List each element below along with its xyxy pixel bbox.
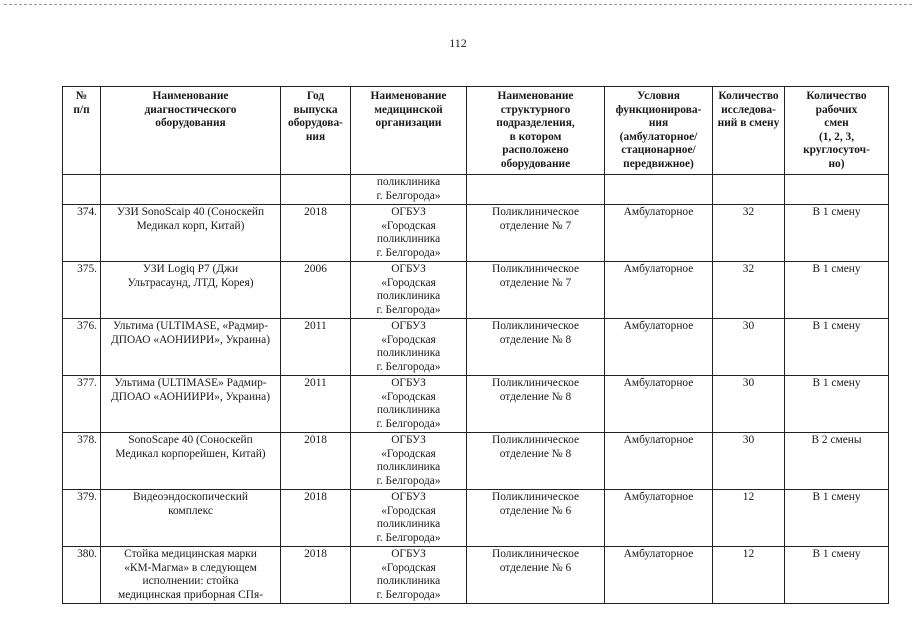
cell-conditions: Амбулаторное: [605, 376, 713, 433]
table-row: [63, 319, 889, 376]
header-studies: Количество исследова- ний в смену: [713, 87, 785, 175]
equipment-table: [62, 86, 889, 604]
header-organization: Наименование медицинской организации: [351, 87, 467, 175]
table-row: [63, 376, 889, 433]
cell-conditions: Амбулаторное: [605, 490, 713, 547]
cell-conditions: [605, 175, 713, 205]
cell-department: Поликлиническое отделение № 8: [467, 376, 605, 433]
cell-department: [467, 175, 605, 205]
table-row: [63, 490, 889, 547]
continuation-row: [63, 175, 889, 205]
cell-studies: [713, 175, 785, 205]
cell-organization: поликлиника г. Белгорода»: [351, 175, 467, 205]
cell-department: Поликлиническое отделение № 8: [467, 433, 605, 490]
cell-year: 2006: [281, 262, 351, 319]
cell-organization: ОГБУЗ «Городская поликлиника г. Белгорода»: [351, 262, 467, 319]
cell-studies: 30: [713, 433, 785, 490]
cell-shifts: В 1 смену: [785, 547, 889, 604]
table-row: [63, 433, 889, 490]
cell-num: 376.: [63, 319, 101, 376]
cell-studies: 30: [713, 319, 785, 376]
cell-year: 2011: [281, 376, 351, 433]
cell-equipment: Видеоэндоскопический комплекс: [101, 490, 281, 547]
cell-equipment: SonoScape 40 (Соноскейп Медикал корпорейшен, Китай): [101, 433, 281, 490]
cell-num: [63, 175, 101, 205]
header-num: № п/п: [63, 87, 101, 175]
cell-num: 374.: [63, 205, 101, 262]
page-top-edge-rule: [4, 4, 912, 5]
cell-conditions: Амбулаторное: [605, 262, 713, 319]
table-row: [63, 547, 889, 604]
cell-shifts: [785, 175, 889, 205]
cell-organization: ОГБУЗ «Городская поликлиника г. Белгорода»: [351, 547, 467, 604]
header-year: Год выпуска оборудова- ния: [281, 87, 351, 175]
cell-year: 2018: [281, 205, 351, 262]
cell-year: 2018: [281, 490, 351, 547]
cell-organization: ОГБУЗ «Городская поликлиника г. Белгорода»: [351, 319, 467, 376]
cell-equipment: Ультима (ULTIMASE» Радмир- ДПОАО «АОНИИРИ», Украина): [101, 376, 281, 433]
cell-num: 375.: [63, 262, 101, 319]
table-row: [63, 205, 889, 262]
cell-num: 378.: [63, 433, 101, 490]
cell-studies: 12: [713, 490, 785, 547]
cell-year: [281, 175, 351, 205]
cell-shifts: В 1 смену: [785, 490, 889, 547]
cell-organization: ОГБУЗ «Городская поликлиника г. Белгорода»: [351, 376, 467, 433]
cell-equipment: Ультима (ULTIMASE, «Радмир- ДПОАО «АОНИИРИ», Украина): [101, 319, 281, 376]
cell-studies: 12: [713, 547, 785, 604]
cell-studies: 30: [713, 376, 785, 433]
cell-conditions: Амбулаторное: [605, 547, 713, 604]
cell-num: 380.: [63, 547, 101, 604]
cell-organization: ОГБУЗ «Городская поликлиника г. Белгорода»: [351, 205, 467, 262]
cell-conditions: Амбулаторное: [605, 433, 713, 490]
cell-num: 379.: [63, 490, 101, 547]
cell-shifts: В 2 смены: [785, 433, 889, 490]
cell-shifts: В 1 смену: [785, 376, 889, 433]
cell-shifts: В 1 смену: [785, 205, 889, 262]
cell-organization: ОГБУЗ «Городская поликлиника г. Белгорода»: [351, 433, 467, 490]
cell-studies: 32: [713, 262, 785, 319]
cell-equipment: Стойка медицинская марки «КМ-Магма» в следующем исполнении: стойка медицинская приборная СПя-: [101, 547, 281, 604]
cell-department: Поликлиническое отделение № 8: [467, 319, 605, 376]
header-shifts: Количество рабочих смен (1, 2, 3, круглосуточ- но): [785, 87, 889, 175]
page-number: 112: [449, 36, 467, 50]
header-equipment: Наименование диагностического оборудования: [101, 87, 281, 175]
cell-shifts: В 1 смену: [785, 262, 889, 319]
cell-organization: ОГБУЗ «Городская поликлиника г. Белгорода»: [351, 490, 467, 547]
cell-num: 377.: [63, 376, 101, 433]
cell-shifts: В 1 смену: [785, 319, 889, 376]
cell-equipment: УЗИ SonoScaip 40 (Соноскейп Медикал корп, Китай): [101, 205, 281, 262]
cell-conditions: Амбулаторное: [605, 319, 713, 376]
table-row: [63, 262, 889, 319]
cell-department: Поликлиническое отделение № 7: [467, 205, 605, 262]
table-header-row: [63, 87, 889, 175]
cell-year: 2018: [281, 433, 351, 490]
header-department: Наименование структурного подразделения, в котором расположено оборудование: [467, 87, 605, 175]
cell-department: Поликлиническое отделение № 6: [467, 547, 605, 604]
cell-equipment: [101, 175, 281, 205]
cell-conditions: Амбулаторное: [605, 205, 713, 262]
header-conditions: Условия функционирова- ния (амбулаторное/ стационарное/ передвижное): [605, 87, 713, 175]
cell-equipment: УЗИ Logiq P7 (Джи Ультрасаунд, ЛТД, Корея): [101, 262, 281, 319]
cell-year: 2018: [281, 547, 351, 604]
cell-department: Поликлиническое отделение № 6: [467, 490, 605, 547]
cell-studies: 32: [713, 205, 785, 262]
cell-department: Поликлиническое отделение № 7: [467, 262, 605, 319]
cell-year: 2011: [281, 319, 351, 376]
